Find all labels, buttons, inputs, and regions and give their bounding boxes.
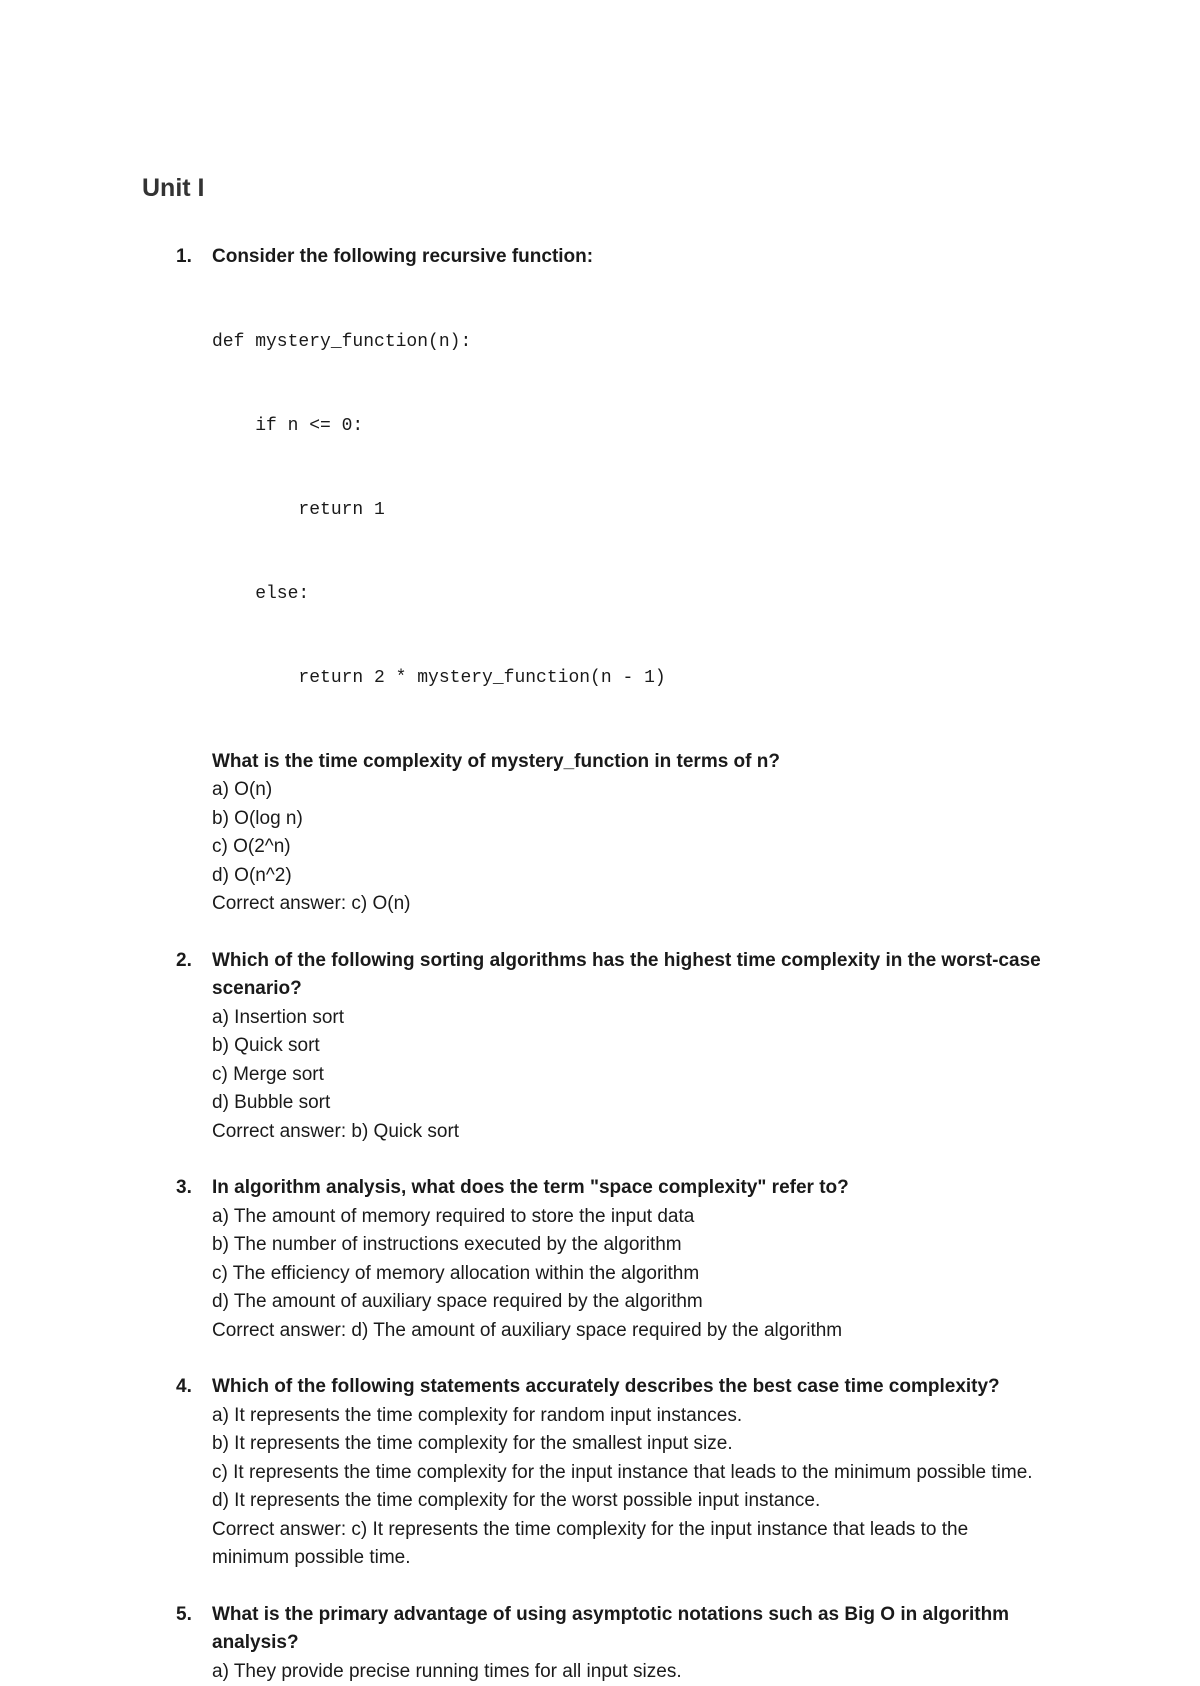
question-number: 2. <box>176 947 192 976</box>
option: d) O(n^2) <box>212 862 1042 891</box>
code-line: return 1 <box>212 496 1042 524</box>
option: b) Quick sort <box>212 1032 1042 1061</box>
question-list <box>0 243 1200 1686</box>
option: c) Merge sort <box>212 1061 1042 1090</box>
code-line: return 2 * mystery_function(n - 1) <box>212 664 1042 692</box>
option: d) The amount of auxiliary space required by the algorithm <box>212 1288 1042 1317</box>
question-body <box>212 1601 1042 1686</box>
correct-answer: Correct answer: c) O(n) <box>212 890 1042 919</box>
option: b) It represents the time complexity for the smallest input size. <box>212 1430 1042 1459</box>
question-number: 4. <box>176 1373 192 1402</box>
code-line: if n <= 0: <box>212 412 1042 440</box>
correct-answer: Correct answer: b) Quick sort <box>212 1118 1042 1147</box>
question-body <box>212 1174 1042 1345</box>
question-text: In algorithm analysis, what does the term "space complexity" refer to? <box>212 1174 1042 1203</box>
question-text: Which of the following statements accurately describes the best case time complexity? <box>212 1373 1042 1402</box>
question-text: What is the primary advantage of using asymptotic notations such as Big O in algorithm analysis? <box>212 1601 1042 1658</box>
option: b) O(log n) <box>212 805 1042 834</box>
option: c) O(2^n) <box>212 833 1042 862</box>
question-number: 1. <box>176 243 192 272</box>
question-body <box>212 243 1042 919</box>
option: d) Bubble sort <box>212 1089 1042 1118</box>
option: c) The efficiency of memory allocation within the algorithm <box>212 1260 1042 1289</box>
question-text-continued: What is the time complexity of mystery_function in terms of n? <box>212 748 1042 777</box>
option: a) Insertion sort <box>212 1004 1042 1033</box>
option: b) The number of instructions executed by the algorithm <box>212 1231 1042 1260</box>
question-body <box>212 1373 1042 1573</box>
question-3 <box>0 1174 1200 1373</box>
option: d) It represents the time complexity for the worst possible input instance. <box>212 1487 1042 1516</box>
option: a) It represents the time complexity for random input instances. <box>212 1402 1042 1431</box>
question-4 <box>0 1373 1200 1601</box>
question-number: 3. <box>176 1174 192 1203</box>
question-2 <box>0 947 1200 1175</box>
option: a) They provide precise running times for all input sizes. <box>212 1658 1042 1686</box>
option: a) O(n) <box>212 776 1042 805</box>
question-text: Which of the following sorting algorithms has the highest time complexity in the worst-case scenario? <box>212 947 1042 1004</box>
unit-title: Unit I <box>142 170 205 206</box>
question-5 <box>0 1601 1200 1686</box>
question-number: 5. <box>176 1601 192 1630</box>
option: c) It represents the time complexity for the input instance that leads to the minimum possible time. <box>212 1459 1042 1488</box>
correct-answer: Correct answer: d) The amount of auxiliary space required by the algorithm <box>212 1317 1042 1346</box>
correct-answer: Correct answer: c) It represents the time complexity for the input instance that leads to the minimum possible time. <box>212 1516 1042 1573</box>
code-block <box>212 272 1042 748</box>
code-line: else: <box>212 580 1042 608</box>
option: a) The amount of memory required to store the input data <box>212 1203 1042 1232</box>
question-body <box>212 947 1042 1147</box>
question-text: Consider the following recursive function: <box>212 243 1042 272</box>
question-1 <box>0 243 1200 947</box>
code-line: def mystery_function(n): <box>212 328 1042 356</box>
